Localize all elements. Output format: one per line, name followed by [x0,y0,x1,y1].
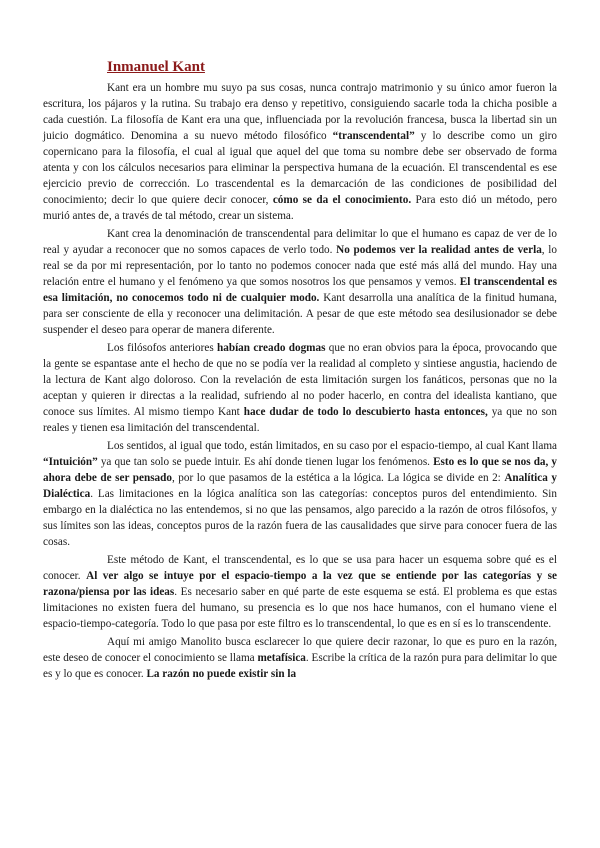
bold-text-run: “transcendental” [332,130,415,142]
bold-text-run: “Intuición” [43,456,98,468]
bold-text-run: Al ver algo se intuye por el espacio-tiempo a la vez que se entiende por las categorías y se razona/piensa por las ideas [43,570,557,598]
bold-text-run: metafísica [257,652,306,664]
document-page [43,58,557,682]
bold-text-run: habían creado dogmas [217,342,326,354]
text-run: que no eran obvios para la época, provocando que la gente se espantase ante el hecho de que no se podía ver la realidad al completo y sintiese angustia, haciendo de la lectura de Kant algo doloroso. Con la revelación de esta limitación surgen los fanáticos, personas que no la aceptan y quieren ir directas a la realidad, sufriendo al no poder hacerlo, en contra del idealista kantiano, que conoce sus límites. Al mismo tiempo Kant [43,342,557,418]
text-run: , por lo que pasamos de la estética a la lógica. La lógica se divide en 2: [171,472,505,484]
text-run: ya que no son reales y tienen esa limitación del transcendental. [43,406,557,434]
text-run: Kant era un hombre mu suyo pa sus cosas, nunca contrajo matrimonio y su único amor fueron la escritura, los pájaros y la rutina. Su trabajo era denso y repetitivo, consiguiendo sacarle toda la chicha posible a cada cuestión. La filosofía de Kant era una que, influenciada por la revolución francesa, busca la libertad sin un juicio dogmático. Denomina a su nuevo método filosófico [43,82,557,142]
text-run: . Escribe la crítica de la razón pura para delimitar lo que es y lo que es conocer. [43,652,557,680]
paragraph [43,340,557,436]
bold-text-run: No podemos ver la realidad antes de verla [336,244,542,256]
bold-text-run: cómo se da el conocimiento. [272,194,412,206]
text-run: , lo real se da por mi representación, por lo tanto no podemos conocer nada que esté más allá del mundo. Hay una relación entre el humano y el fenómeno ya que somos nosotros los que pensamos y vemos. [43,244,557,288]
paragraph [43,80,557,224]
text-run: Para esto dió un método, pero murió antes de, a través de tal método, crear un sistema. [43,194,557,222]
paragraph [43,552,557,632]
bold-text-run: hace dudar de todo lo descubierto hasta entonces, [243,406,488,418]
paragraph [43,634,557,682]
text-run: Los filósofos anteriores [107,342,218,354]
text-run: Aquí mi amigo Manolito busca esclarecer lo que quiere decir razonar, lo que es puro en la razón, este deseo de conocer el conocimiento se llama [43,636,557,664]
text-run: ya que tan solo se puede intuir. Es ahí donde tienen lugar los fenómenos. [97,456,434,468]
paragraph [43,226,557,338]
bold-text-run: El transcendental es esa limitación, no conocemos todo ni de cualquier modo. [43,276,557,304]
bold-text-run: Esto es lo que se nos da, y ahora debe de ser pensado [43,456,558,484]
document-title: Inmanuel Kant [107,59,205,75]
paragraph [43,438,557,550]
text-run: . Es necesario saber en qué parte de este esquema se está. El problema es que estas limitaciones no existen fuera del humano, su presencia es lo que nos hace humanos, con el humano viene el espacio-tiempo-categoría. Todo lo que pasa por este filtro es lo transcendental, lo que es en sí es lo transcendente. [43,586,557,630]
text-run: Kant crea la denominación de transcendental para delimitar lo que el humano es capaz de ver de lo real y ayudar a reconocer que no somos capaces de verlo todo. [43,228,557,256]
text-run: Kant desarrolla una analítica de la finitud humana, para ser consciente de ella y reconocer una delimitación. A pesar de que este método sea desilusionador se debe suspender el deseo para operar de manera diferente. [43,292,557,336]
text-run: . Las limitaciones en la lógica analítica son las categorías: conceptos puros del entendimiento. Sin embargo en la dialéctica no las entendemos, si no que las pensamos, algo parecido a la razón de otros filósofos, y sus límites son las ideas, conceptos puros de la razón fuera de las causalidades que sirve para conocer fuera de las cosas. [43,488,557,548]
text-run: Este método de Kant, el transcendental, es lo que se usa para hacer un esquema sobre qué es el conocer. [43,554,557,582]
bold-text-run: La razón no puede existir sin la [146,668,297,680]
text-run: y lo describe como un giro copernicano para la filosofía, el cual al igual que aquel del que toma su nombre debe ser observado de forma atenta y con los cálculos necesarios para eliminar la perspectiva humana de la ecuación. El transcendental es ese ejercicio previo de corrección. Lo trascendental es la demarcación de las condiciones de posibilidad del conocimiento; decir lo que quiere decir conocer, [43,130,557,206]
text-run: Los sentidos, al igual que todo, están limitados, en su caso por el espacio-tiempo, al cual Kant llama [107,440,557,452]
bold-text-run: Analítica y Dialéctica [43,472,557,500]
